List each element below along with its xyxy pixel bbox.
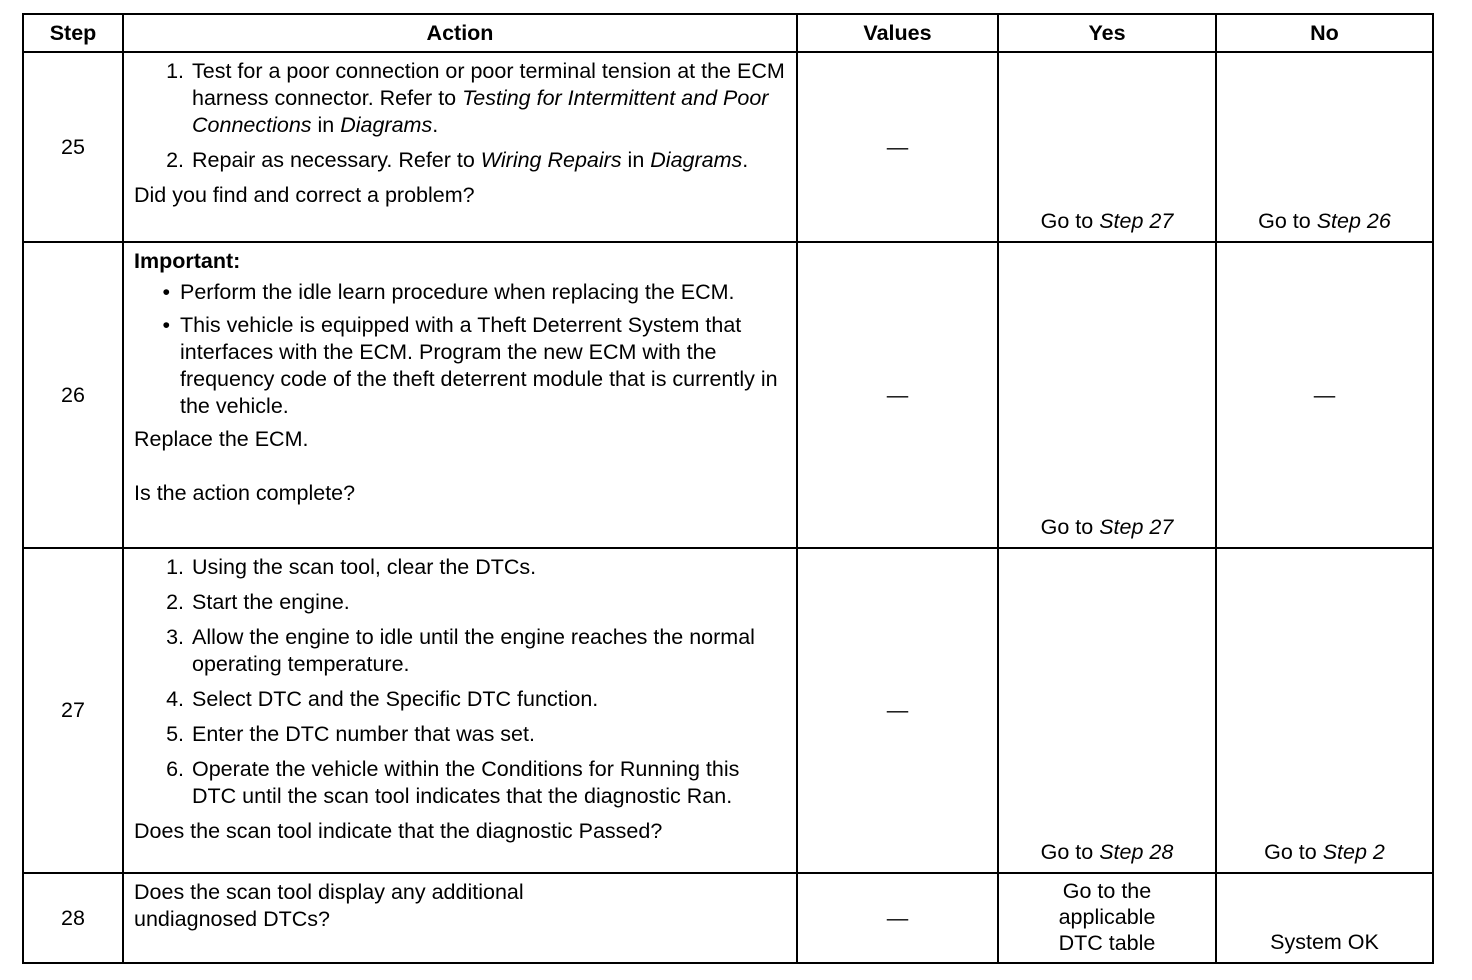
step-number: 28 [23,873,123,963]
no-cell: — [1216,242,1433,548]
reference-manual: Diagrams [650,148,743,172]
header-row [23,14,1433,52]
step-reference: Step 28 [1099,840,1174,864]
action-cell [123,873,797,963]
header-no: No [1216,14,1433,52]
header-action: Action [123,14,797,52]
important-label: Important: [134,249,241,273]
item-text: Repair as necessary. Refer to Wiring Repairs in Diagrams. [192,148,749,172]
table-row [23,548,1433,873]
item-number: 3. [166,625,184,649]
list-item [134,589,788,616]
step-reference: Step 26 [1316,209,1391,233]
header-values: Values [797,14,998,52]
item-number: 1. [166,555,184,579]
action-question: Did you find and correct a problem? [134,183,475,207]
note-text: Perform the idle learn procedure when replacing the ECM. [180,280,735,304]
item-text: Enter the DTC number that was set. [192,722,535,746]
list-item [134,554,788,581]
yes-cell: Go to Step 28 [998,548,1216,873]
yes-cell: Go to Step 27 [998,242,1216,548]
action-question: Does the scan tool indicate that the diagnostic Passed? [134,819,663,843]
action-cell [123,242,797,548]
item-text: Test for a poor connection or poor terminal tension at the ECM harness connector. Refer to Testing for Intermittent and Poor Connections in Diagrams. [192,59,785,137]
list-item [134,686,788,713]
step-reference: Step 27 [1099,209,1174,233]
list-item [134,58,788,139]
header-yes: Yes [998,14,1216,52]
action-cell [123,52,797,242]
action-question: Is the action complete? [134,481,356,505]
bullet-icon: • [162,313,170,337]
item-number: 5. [166,722,184,746]
item-number: 6. [166,757,184,781]
values-cell: — [797,873,998,963]
item-number: 4. [166,687,184,711]
step-number: 25 [23,52,123,242]
list-item [134,721,788,748]
list-item [134,624,788,678]
step-number: 26 [23,242,123,548]
item-number: 2. [166,590,184,614]
important-notes [134,279,788,420]
values-cell: — [797,548,998,873]
bullet-icon: • [162,280,170,304]
item-text: Operate the vehicle within the Conditions for Running this DTC until the scan tool indicates that the diagnostic Ran. [192,757,740,808]
item-number: 1. [166,59,184,83]
item-text: Allow the engine to idle until the engine reaches the normal operating temperature. [192,625,755,676]
table-row [23,242,1433,548]
note-text: This vehicle is equipped with a Theft Deterrent System that interfaces with the ECM. Program the new ECM with the frequency code of the theft deterrent module that is currently in the vehicle. [180,313,778,418]
no-cell: Go to Step 2 [1216,548,1433,873]
action-question: Does the scan tool display any additional undiagnosed DTCs? [134,880,524,931]
yes-cell: Go to the applicable DTC table [998,873,1216,963]
action-instruction: Replace the ECM. [134,427,309,451]
reference-manual: Diagrams [340,113,433,137]
no-cell: System OK [1216,873,1433,963]
header-step: Step [23,14,123,52]
list-item [134,312,788,420]
diagnostic-table [22,13,1434,964]
action-cell [123,548,797,873]
item-text: Select DTC and the Specific DTC function. [192,687,599,711]
yes-cell: Go to Step 27 [998,52,1216,242]
item-number: 2. [166,148,184,172]
list-item [134,147,788,174]
item-text: Using the scan tool, clear the DTCs. [192,555,537,579]
step-reference: Step 2 [1322,840,1385,864]
list-item [134,279,788,306]
item-text: Start the engine. [192,590,350,614]
table-row [23,873,1433,963]
list-item [134,756,788,810]
step-number: 27 [23,548,123,873]
no-cell: Go to Step 26 [1216,52,1433,242]
values-cell: — [797,52,998,242]
step-reference: Step 27 [1099,515,1174,539]
values-cell: — [797,242,998,548]
reference-title: Testing for Intermittent and Poor Connections [192,86,769,137]
reference-title: Wiring Repairs [480,148,622,172]
action-steps [134,554,788,810]
table-row [23,52,1433,242]
action-steps [134,58,788,174]
